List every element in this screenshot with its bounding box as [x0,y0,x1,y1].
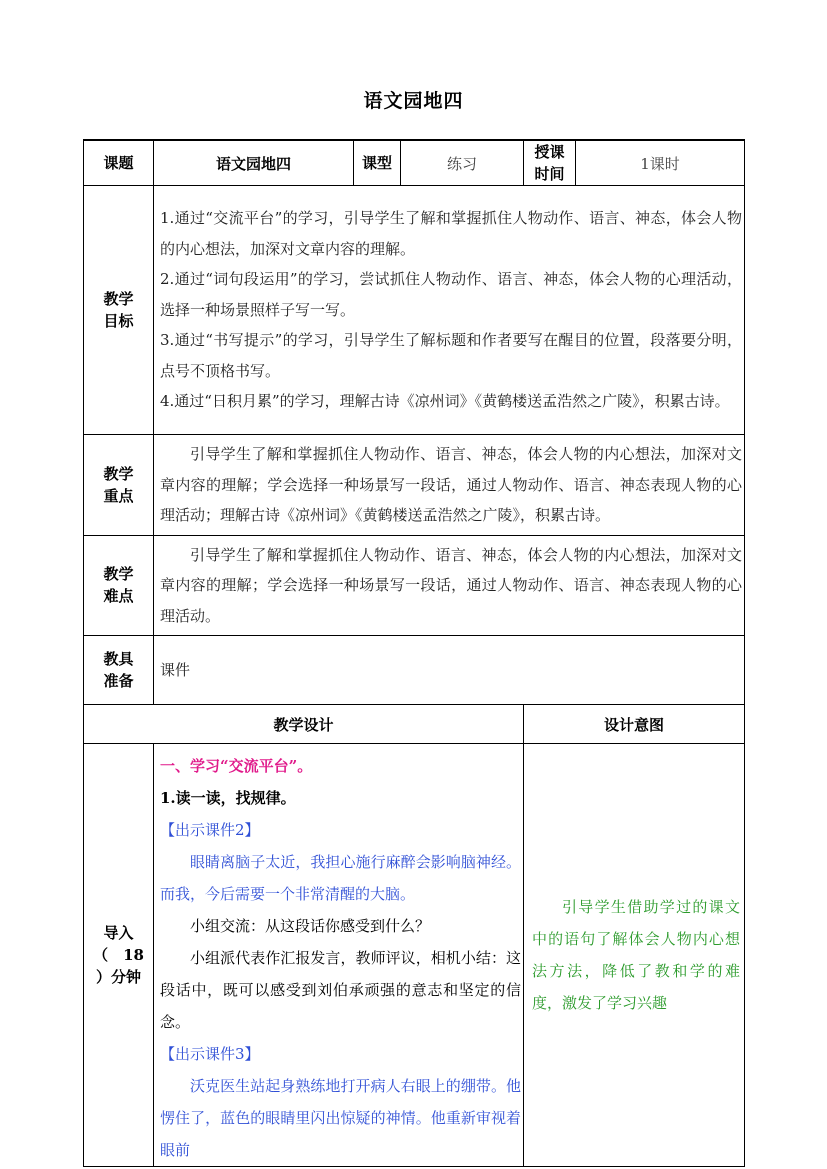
time-label-line-1: 授课 [534,143,565,161]
intro-label-line-2: （ 18 [93,946,144,964]
goal-item: 1.通过“交流平台”的学习，引导学生了解和掌握抓住人物动作、语言、神态，体会人物的内心想法，加深对文章内容的理解。 [160,209,742,258]
discussion-prompt: 小组交流：从这段话你感受到什么？ [190,917,431,935]
time-value: 1课时 [576,140,745,186]
tools-content: 课件 [154,636,745,705]
goal-item: 4.通过“日积月累”的学习，理解古诗《凉州词》《黄鹤楼送孟浩然之广陵》，积累古诗。 [160,392,730,411]
show-slide-2: 【出示课件2】 [160,821,260,839]
key-points-label-line-2: 重点 [103,486,134,505]
difficulties-content [154,535,745,636]
difficulties-row [84,535,745,636]
goals-row [84,186,745,435]
tools-row [84,636,745,705]
time-label-line-2: 时间 [534,165,565,183]
difficulties-label-line-1: 教学 [103,565,134,584]
goal-item: 2.通过“词句段运用”的学习，尝试抓住人物动作、语言、神态，体会人物的心理活动，选择一种场景照样子写一写。 [160,270,742,319]
difficulties-text: 引导学生了解和掌握抓住人物动作、语言、神态，体会人物的内心想法，加深对文章内容的理解；学会选择一种场景写一段话，通过人物动作、语言、神态表现人物的心理活动。 [160,545,742,625]
teacher-summary: 小组派代表作汇报发言，教师评议，相机小结：这段话中，既可以感受到刘伯承顽强的意志和坚定的信念。 [160,949,521,1031]
quote-1: 眼睛离脑子太近，我担心施行麻醉会影响脑神经。而我，今后需要一个非常清醒的大脑。 [160,853,521,903]
tools-label-line-2: 准备 [103,672,134,690]
intro-label-line-3: ）分钟 [95,968,141,986]
intro-design-content [154,744,524,1167]
time-label [524,140,576,186]
type-label: 课型 [354,140,401,186]
goal-item: 3.通过“书写提示”的学习，引导学生了解标题和作者要写在醒目的位置，段落要分明，点号不顶格书写。 [160,331,742,380]
goals-label-line-2: 目标 [103,312,134,330]
key-points-content [154,435,745,536]
key-points-label [84,435,154,536]
intro-row [84,744,745,1167]
lesson-plan-table [83,139,745,1167]
type-value: 练习 [401,140,524,186]
tools-label-line-1: 教具 [103,650,134,668]
difficulties-label [84,535,154,636]
intro-label [84,744,154,1167]
step-title: 1.读一读，找规律。 [160,789,296,807]
header-row [84,140,745,186]
topic-label: 课题 [84,140,154,186]
intro-intent [524,744,745,1167]
intent-header: 设计意图 [524,705,745,744]
section-title: 一、学习“交流平台”。 [160,757,313,775]
key-points-text: 引导学生了解和掌握抓住人物动作、语言、神态，体会人物的内心想法，加深对文章内容的理解；学会选择一种场景写一段话，通过人物动作、语言、神态表现人物的心理活动；理解古诗《凉州词》《黄鹤楼送孟浩然之广陵》，积累古诗。 [160,445,742,524]
difficulties-label-line-2: 难点 [103,587,134,606]
key-points-row [84,435,745,536]
intent-text: 引导学生借助学过的课文中的语句了解体会人物内心想法方法，降低了教和学的难度，激发了学习兴趣 [532,898,740,1012]
intro-label-line-1: 导入 [103,924,134,942]
design-header: 教学设计 [84,705,524,744]
goals-label-line-1: 教学 [103,290,134,308]
show-slide-3: 【出示课件3】 [160,1045,260,1063]
design-header-row [84,705,745,744]
tools-label [84,636,154,705]
goals-label [84,186,154,435]
key-points-label-line-1: 教学 [103,464,134,483]
goals-content [154,186,745,435]
topic-value: 语文园地四 [154,140,354,186]
quote-2: 沃克医生站起身熟练地打开病人右眼上的绷带。他愣住了，蓝色的眼睛里闪出惊疑的神情。他重新审视着眼前 [160,1077,521,1159]
page-title: 语文园地四 [363,90,464,112]
